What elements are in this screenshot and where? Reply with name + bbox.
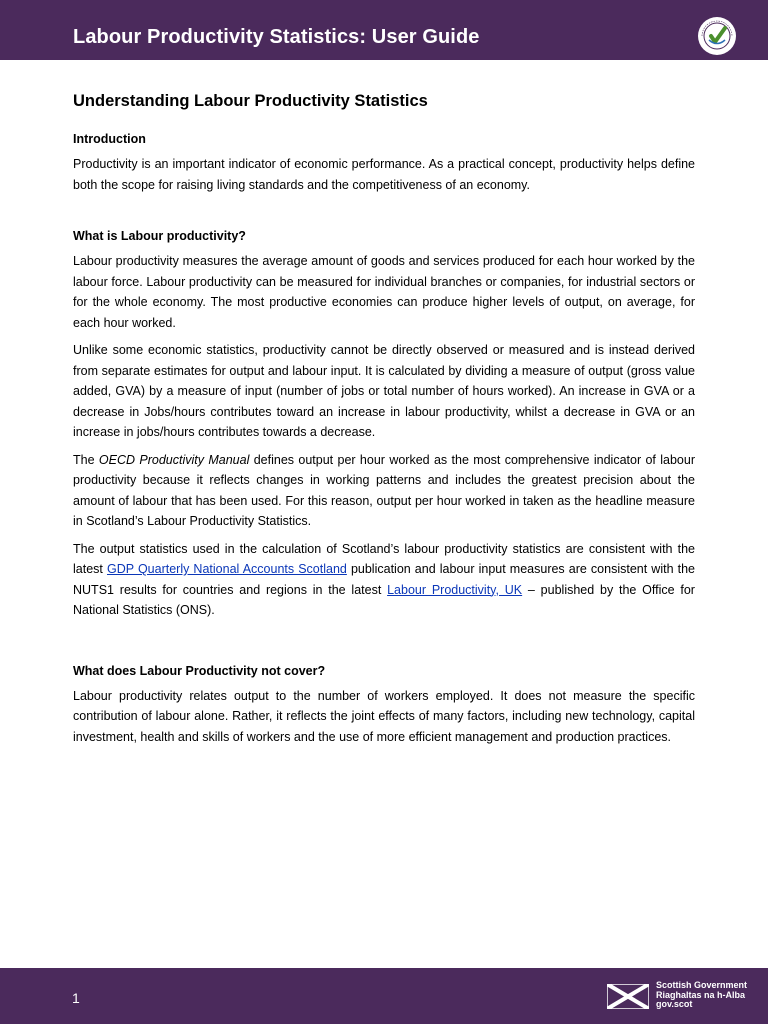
labour-productivity-uk-link[interactable]: Labour Productivity, UK: [387, 582, 523, 597]
introduction-paragraph: Productivity is an important indicator of economic performance. As a practical concept, productivity helps define both the scope for raising living standards and the competitiveness of an economy.: [73, 157, 695, 192]
oecd-text-before: The: [73, 452, 99, 467]
page-title: Understanding Labour Productivity Statistics: [73, 92, 428, 110]
section-heading-introduction: Introduction: [73, 132, 146, 146]
document-body: [73, 92, 695, 754]
footer-bar: [0, 968, 768, 1024]
org-line-1: Scottish Government: [656, 980, 748, 990]
header-title: Labour Productivity Statistics: User Guide: [73, 26, 480, 48]
section-heading-not-cover: What does Labour Productivity not cover?: [73, 663, 326, 678]
oecd-manual-title: OECD Productivity Manual: [98, 452, 250, 467]
scottish-government-logo-text: [656, 981, 747, 1010]
oecd-paragraph: [73, 450, 695, 532]
header-bar: [0, 0, 768, 60]
sources-text-1: The output statistics used in the calculation of Scotland’s labour productivity statistics are consistent with the latest: [73, 541, 695, 576]
org-line-3: gov.scot: [656, 999, 693, 1009]
national-statistics-logo-icon: [697, 16, 737, 56]
section-heading-what-is: What is Labour productivity?: [73, 229, 246, 243]
sources-paragraph: [73, 539, 695, 621]
page-number: 1: [72, 990, 80, 1006]
saltire-flag-icon: [607, 984, 649, 1009]
sources-text-2: publication and labour input measures are consistent with the NUTS1 results for countries and regions in the latest: [73, 562, 696, 597]
not-cover-paragraph: Labour productivity relates output to the number of workers employed. It does not measure the specific contribution of labour alone. Rather, it reflects the joint effects of many factors, including new technology, capital investment, health and skills of workers and the use of more efficient management and production practices.: [73, 688, 695, 744]
gdp-quarterly-link[interactable]: GDP Quarterly National Accounts Scotland: [106, 562, 347, 576]
what-is-paragraph-2: Unlike some economic statistics, productivity cannot be directly observed or measured and is instead derived from separate estimates for output and labour input. It is calculated by dividing a measure of output (gross value added, GVA) by a measure of input (number of jobs or total number of hours worked). An increase in GVA or a decrease in Jobs/hours contributes toward an increase in labour productivity, whilst a decrease in GVA or an increase in jobs/hours contributes towards a decrease.: [73, 343, 695, 439]
sources-text-3: – published by the Office for National Statistics (ONS).: [73, 582, 695, 617]
what-is-paragraph-1: Labour productivity measures the average amount of goods and services produced for each hour worked by the labour force. Labour productivity can be measured for individual branches or companies, for industrial sectors or for the whole economy. The most productive economies can produce higher levels of output, on average, for each hour worked.: [73, 254, 695, 330]
oecd-text-after: defines output per hour worked as the most comprehensive indicator of labour productivity because it reflects changes in working patterns and includes the greatest precision about the amount of labour that has been used. For this reason, output per hour worked in taken as the headline measure in Scotland’s Labour Productivity Statistics.: [73, 452, 696, 528]
org-line-2: Riaghaltas na h-Alba: [656, 989, 746, 1000]
